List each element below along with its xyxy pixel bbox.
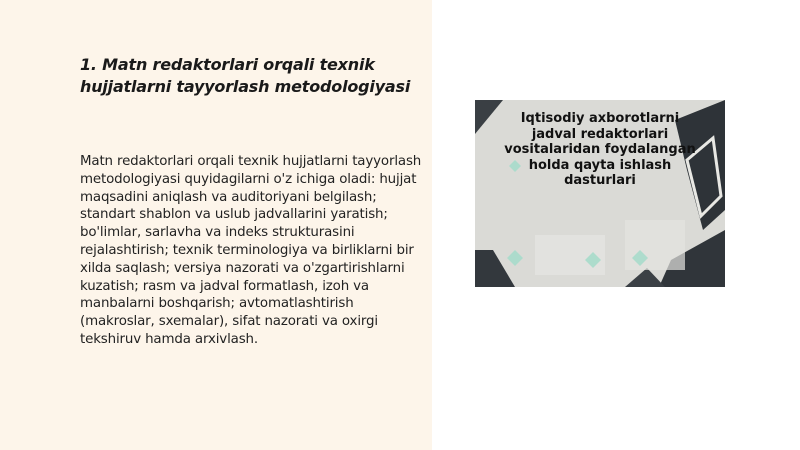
slide-title: 1. Matn redaktorlari orqali texnik hujjatlarni tayyorlash metodologiyasi bbox=[80, 55, 411, 96]
slide-body-text: Matn redaktorlari orqali texnik hujjatlarni tayyorlash metodologiyasi quyidagilarni o'z ichiga oladi: hujjat maqsadini aniqlash va auditoriyani belgilash; standart shablon va uslub jadvallarini yaratish; bo'limlar, sarlavha va indeks strukturasini rejalashtirish; texnik terminologiya va birliklarni bir xilda saqlash; versiya nazorati va o'zgartirishlarni kuzatish; rasm va jadval formatlash, izoh va manbalarni boshqarish; avtomatlashtirish (makroslar, sxemalar), sifat nazorati va oxirgi tekshiruv hamda arxivlash. bbox=[80, 154, 422, 347]
illustration-caption: Iqtisodiy axborotlarni jadval redaktorlari vositalaridan foydalangan holda qayta ishlash dasturlari bbox=[504, 111, 696, 188]
illustration-image bbox=[475, 100, 725, 287]
